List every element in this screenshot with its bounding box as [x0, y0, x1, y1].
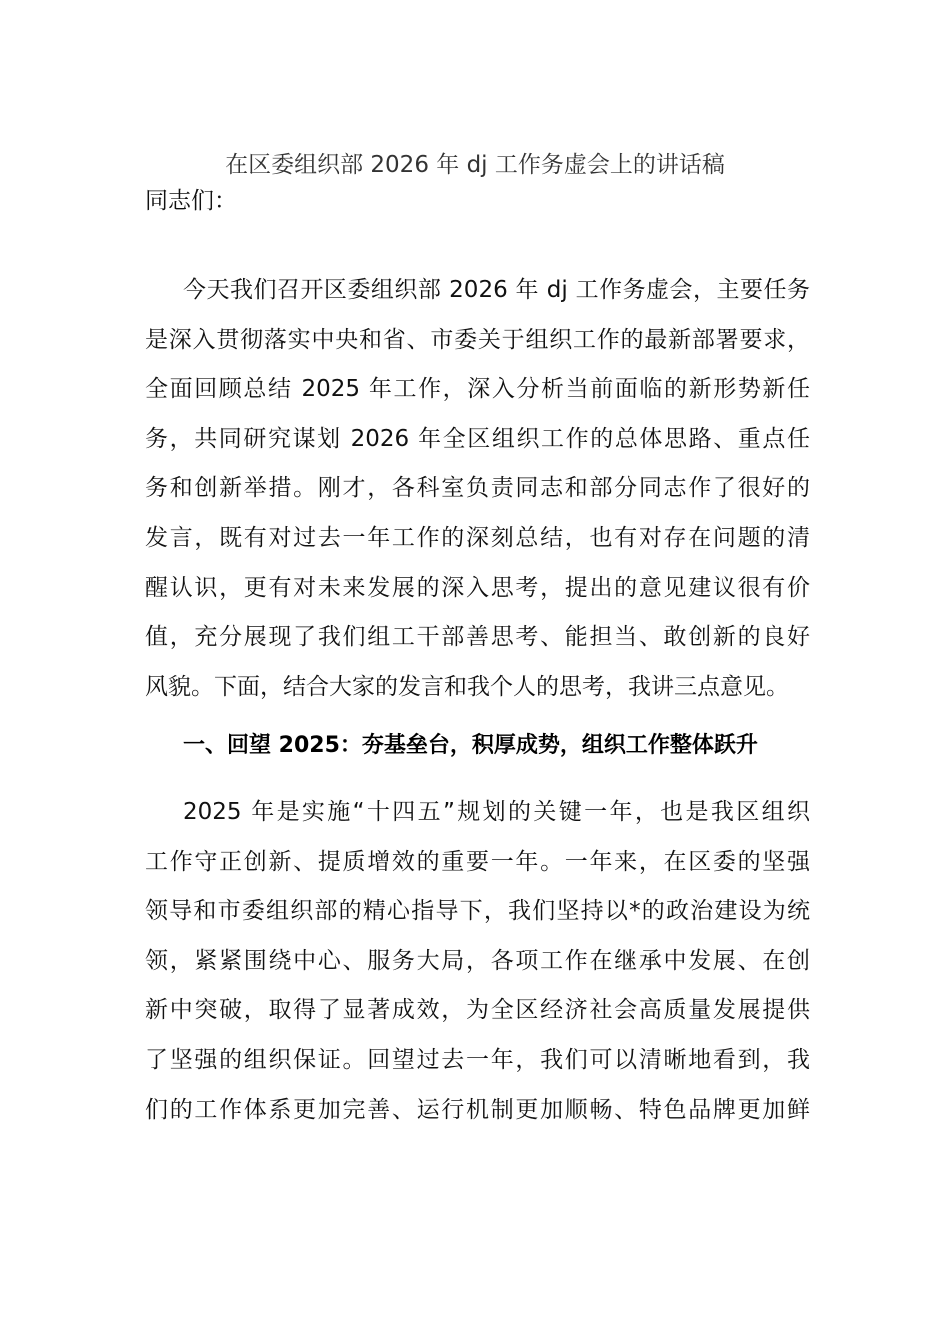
paragraph-line: 新中突破，取得了显著成效，为全区经济社会高质量发展提供 — [145, 997, 810, 1024]
paragraph-line: 务，共同研究谋划 2026 年全区组织工作的总体思路、重点任 — [145, 425, 810, 452]
paragraph-line: 工作守正创新、提质增效的重要一年。一年来，在区委的坚强 — [145, 848, 810, 875]
paragraph-line: 今天我们召开区委组织部 2026 年 dj 工作务虚会，主要任务 — [183, 277, 810, 303]
paragraph-line: 领，紧紧围绕中心、服务大局，各项工作在继承中发展、在创 — [145, 947, 810, 974]
paragraph-line: 值，充分展现了我们组工干部善思考、能担当、敢创新的良好 — [145, 624, 810, 651]
salutation: 同志们： — [145, 188, 237, 214]
paragraph-line: 了坚强的组织保证。回望过去一年，我们可以清晰地看到，我 — [145, 1046, 810, 1073]
paragraph-line: 们的工作体系更加完善、运行机制更加顺畅、特色品牌更加鲜 — [145, 1096, 810, 1123]
paragraph-line: 醒认识，更有对未来发展的深入思考，提出的意见建议很有价 — [145, 574, 810, 601]
paragraph-line: 领导和市委组织部的精心指导下，我们坚持以*的政治建设为统 — [145, 898, 810, 925]
paragraph-intro — [145, 266, 810, 712]
section-heading: 一、回望 2025：夯基垒台，积厚成势，组织工作整体跃升 — [183, 733, 758, 758]
paragraph-line: 务和创新举措。刚才，各科室负责同志和部分同志作了很好的 — [145, 475, 810, 502]
paragraph-review — [145, 788, 810, 1135]
paragraph-line: 全面回顾总结 2025 年工作，深入分析当前面临的新形势新任 — [145, 376, 810, 403]
paragraph-line: 2025 年是实施“十四五”规划的关键一年，也是我区组织 — [183, 799, 810, 825]
paragraph-line: 发言，既有对过去一年工作的深刻总结，也有对存在问题的清 — [145, 524, 810, 551]
paragraph-line: 是深入贯彻落实中央和省、市委关于组织工作的最新部署要求， — [145, 326, 810, 353]
document-title: 在区委组织部 2026 年 dj 工作务虚会上的讲话稿 — [225, 152, 725, 178]
paragraph-line: 风貌。下面，结合大家的发言和我个人的思考，我讲三点意见。 — [145, 673, 789, 700]
